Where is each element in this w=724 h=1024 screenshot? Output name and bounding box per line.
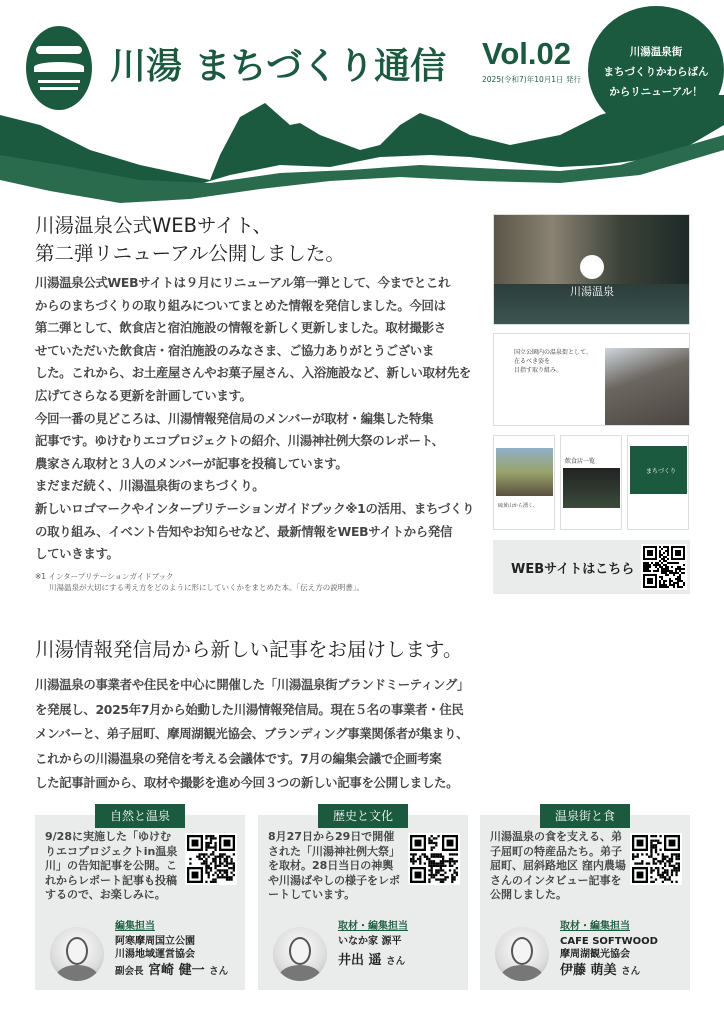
qr-code-icon[interactable] xyxy=(630,833,682,885)
section1-body xyxy=(35,272,480,566)
article-card xyxy=(480,815,690,990)
author-name xyxy=(560,963,640,980)
article-card xyxy=(258,815,468,990)
section2-heading: 川湯情報発信局から新しい記事をお届けします。 xyxy=(35,638,463,661)
renewal-badge xyxy=(588,6,724,134)
article-category-tag: 自然と温泉 xyxy=(95,804,185,828)
author-affiliations xyxy=(560,935,658,961)
mobile-screenshot xyxy=(560,435,622,530)
body-line: した。これから、お土産屋さんやお菓子屋さん、入浴施設など、新しい取材先を xyxy=(35,365,472,381)
body-line: 今回一番の見どころは、川湯情報発信局のメンバーが取材・編集した特集 xyxy=(35,410,434,426)
hero-logo-text: 川湯温泉 xyxy=(570,285,614,298)
author-affiliation: 阿寒摩周国立公園 xyxy=(115,936,195,947)
website-page-screenshot xyxy=(493,333,690,426)
footnote-title: ※1 インタープリテーションガイドブック xyxy=(35,572,174,581)
mini-title: 飲食店一覧 xyxy=(565,458,596,465)
author-affiliation: CAFE SOFTWOOD xyxy=(560,936,658,947)
honorific: さん xyxy=(386,956,406,967)
qr-code-icon[interactable] xyxy=(641,544,687,590)
issue-date: 2025(令和7)年10月1日 発行 xyxy=(482,75,581,84)
body-line: を発展し、2025年7月から始動した川湯情報発信局。現在５名の事業者・住民 xyxy=(35,701,464,717)
honorific: さん xyxy=(621,966,641,977)
mini-caption: 硫黄山から湧く、 xyxy=(498,503,538,509)
body-line: していきます。 xyxy=(35,546,119,562)
body-line: 記事です。ゆけむりエコプロジェクトの紹介、川湯神社例大祭のレポート、 xyxy=(35,433,444,449)
section1-heading xyxy=(35,212,345,268)
website-link-banner[interactable] xyxy=(493,540,690,594)
mobile-screenshot xyxy=(627,435,689,530)
body-line: 新しいロゴマークやインタープリテーションガイドブック※1の活用、まちづくり xyxy=(35,500,475,516)
section2-body xyxy=(35,673,480,796)
badge-line: からリニューアル！ xyxy=(609,86,703,98)
body-line: メンバーと、弟子屈町、摩周湖観光協会、ブランディング事業関係者が集まり、 xyxy=(35,726,469,741)
body-line: 第二弾として、飲食店と宿泊施設の情報を新しく更新しました。取材撮影さ xyxy=(35,320,446,336)
article-summary: 9/28に実施した「ゆけむりエコプロジェクトin温泉川」の告知記事を公開。これからレポート記事も投稿するので、お楽しみに。 xyxy=(45,830,178,901)
qr-code-icon[interactable] xyxy=(408,833,460,885)
author-name xyxy=(115,963,228,980)
mini-title: まちづくり xyxy=(646,468,676,475)
badge-line: まちづくりかわらばん xyxy=(603,66,709,78)
author-name-text: 宮崎 健一 xyxy=(148,963,205,978)
qr-code-icon[interactable] xyxy=(185,833,237,885)
footnote-text: 川湯温泉が大切にする考え方をどのように形にしていくかをまとめた本。「伝え方の説明書」。 xyxy=(49,583,364,592)
body-line: の取り組み、イベント告知やお知らせなど、最新情報をWEBサイトから発信 xyxy=(35,523,453,539)
mobile-screenshot xyxy=(493,435,555,530)
newsletter-title: 川湯 まちづくり通信 xyxy=(110,46,447,87)
author-name-text: 伊藤 萌美 xyxy=(560,963,617,978)
article-category-tag: 歴史と文化 xyxy=(318,804,408,828)
body-line: まだまだ続く、川湯温泉街のまちづくり。 xyxy=(35,478,265,494)
body-line: これからの川湯温泉の発信を考える会議体です。7月の編集会議で企画考案 xyxy=(35,750,442,766)
logo-icon xyxy=(580,255,604,279)
author-portrait xyxy=(495,927,549,981)
town-logo xyxy=(26,26,92,110)
author-affiliation: 摩周湖観光協会 xyxy=(560,949,630,960)
screenshot-text: 国立公園内の温泉街として、 在るべき姿を 目指す取り組み。 xyxy=(514,349,592,374)
author-portrait xyxy=(273,927,327,981)
author-affiliations xyxy=(115,935,195,961)
badge-line: 川湯温泉街 xyxy=(629,46,683,58)
author-portrait xyxy=(50,927,104,981)
body-line: 川湯温泉公式WEBサイトは９月にリニューアル第一弾として、今までとこれ xyxy=(35,275,451,290)
author-role: 取材・編集担当 xyxy=(338,921,408,932)
website-link-label: WEBサイトはこちら xyxy=(511,562,635,577)
article-card xyxy=(35,815,245,990)
heading-line: 川湯温泉公式WEBサイト、 xyxy=(35,214,272,237)
author-role: 編集担当 xyxy=(115,921,155,932)
body-line: からのまちづくりの取り組みについてまとめた情報を発信しました。今回は xyxy=(35,297,446,313)
author-affiliation: 川湯地域運営協会 xyxy=(115,949,195,960)
body-line: した記事計画から、取材や撮影を進め今回３つの新しい記事を公開しました。 xyxy=(35,775,459,790)
honorific: さん xyxy=(209,966,229,977)
website-hero-screenshot xyxy=(493,214,690,325)
masthead xyxy=(0,0,724,205)
author-title: 副会長 xyxy=(115,966,144,977)
footnote xyxy=(35,571,364,593)
volume-number: Vol.02 xyxy=(482,36,572,71)
author-name xyxy=(338,953,405,970)
body-line: 広げてさらなる更新を計画しています。 xyxy=(35,387,252,403)
body-line: 農家さん取材と３人のメンバーが記事を投稿しています。 xyxy=(35,455,348,471)
body-line: 川湯温泉の事業者や住民を中心に開催した「川湯温泉街ブランドミーティング」 xyxy=(35,677,470,692)
body-line: せていただいた飲食店・宿泊施設のみなさま、ご協力ありがとうございま xyxy=(35,342,434,358)
author-affiliation: いなか家 源平 xyxy=(338,936,402,947)
heading-line: 第二弾リニューアル公開しました。 xyxy=(35,242,345,265)
article-summary: 8月27日から29日で開催された「川湯神社例大祭」を取材。28日当日の神輿や川湯ばやしの様子をレポートしています。 xyxy=(268,830,400,901)
author-role: 取材・編集担当 xyxy=(560,921,630,932)
author-affiliations xyxy=(338,935,401,948)
author-name-text: 井出 遥 xyxy=(338,953,382,968)
article-summary: 川湯温泉の食を支える、弟子屈町の特産品たち。弟子屈町、屈斜路地区 窪内農場さんのインタビュー記事を公開しました。 xyxy=(490,830,626,901)
article-category-tag: 温泉街と食 xyxy=(540,804,630,828)
